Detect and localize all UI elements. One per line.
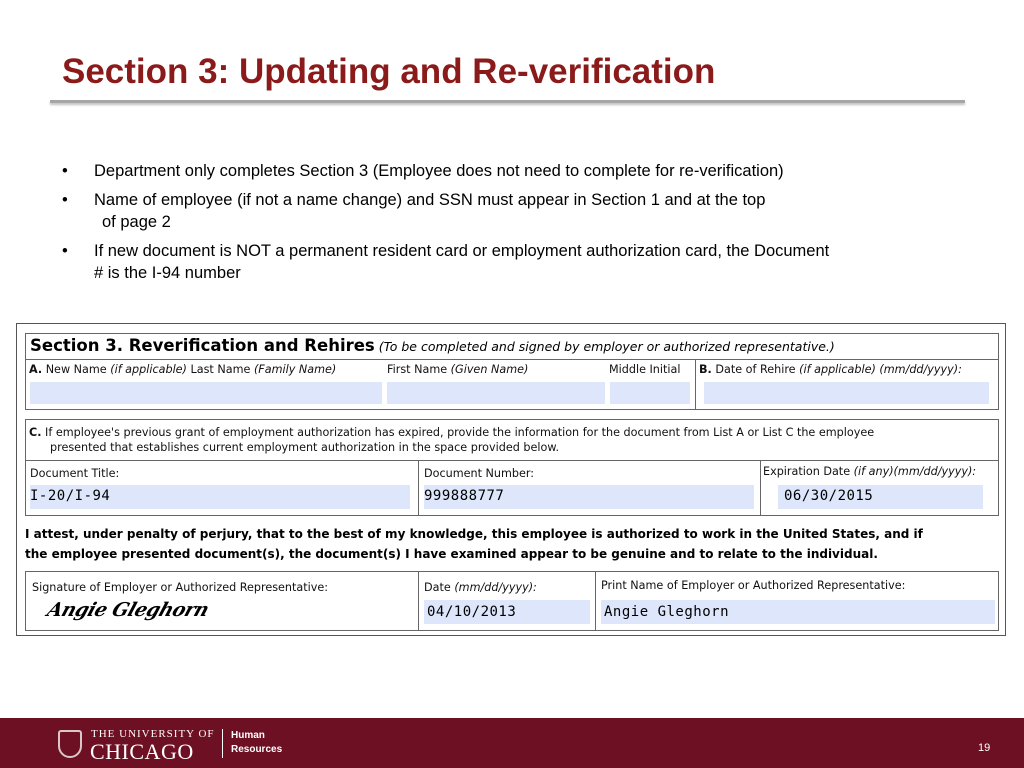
bullet-symbol: • — [62, 242, 68, 260]
print-name-label: Print Name of Employer or Authorized Representative: — [601, 579, 906, 592]
attestation-text — [25, 524, 1000, 564]
document-number-label: Document Number: — [424, 467, 535, 480]
print-name-value: Angie Gleghorn — [604, 604, 730, 620]
divider — [695, 359, 696, 409]
document-box — [25, 419, 999, 516]
given-name-hint: (Given Name) — [450, 363, 529, 376]
bullet-item — [62, 189, 1002, 233]
new-name-text: New Name — [45, 363, 107, 376]
date-label — [424, 581, 537, 594]
university-top-text: THE UNIVERSITY OF — [91, 728, 215, 740]
handwritten-signature: Angie Gleghorn — [44, 599, 212, 621]
divider — [26, 359, 998, 360]
signature-label: Signature of Employer or Authorized Representative: — [32, 581, 329, 594]
bullet-text-continued: # is the I-94 number — [94, 264, 241, 282]
page-number: 19 — [978, 742, 991, 754]
new-last-name-input[interactable] — [30, 382, 382, 404]
attestation-line1: I attest, under penalty of perjury, that to the best of my knowledge, this employee is authorized to work in the United States, and if — [25, 527, 923, 541]
slide-title: Section 3: Updating and Re-verification — [62, 52, 716, 91]
c-text-line2: presented that establishes current employment authorization in the space provided below. — [50, 441, 560, 454]
first-name-text: First Name — [387, 363, 448, 376]
footer-bar — [0, 718, 1024, 768]
first-name-label — [387, 363, 528, 376]
section-title-text: Section 3. Reverification and Rehires — [30, 336, 375, 355]
divider — [595, 572, 596, 630]
signature-box — [25, 571, 999, 631]
footer-divider — [222, 729, 223, 758]
document-title-label: Document Title: — [30, 467, 120, 480]
bullet-text: Department only completes Section 3 (Employee does not need to complete for re-verification) — [94, 162, 784, 180]
expiration-date-value: 06/30/2015 — [784, 488, 874, 504]
date-hint: (mm/dd/yyyy): — [454, 581, 537, 594]
middle-initial-input[interactable] — [610, 382, 690, 404]
expiration-date-text: Expiration Date — [763, 465, 851, 478]
dept-line2: Resources — [231, 744, 283, 755]
section-subtitle: (To be completed and signed by employer or authorized representative.) — [378, 339, 835, 354]
date-value: 04/10/2013 — [427, 604, 517, 620]
bullet-symbol: • — [62, 162, 68, 180]
expiration-date-hint: (if any)(mm/dd/yyyy): — [853, 465, 977, 478]
date-text: Date — [424, 581, 451, 594]
i9-section3-form — [16, 323, 1006, 636]
section-title — [30, 336, 835, 355]
attestation-line2: the employee presented document(s), the document(s) I have examined appear to be genuine and to relate to the individual. — [25, 547, 878, 561]
university-seal-icon — [58, 730, 82, 758]
title-underline — [50, 100, 965, 103]
bullet-item — [62, 160, 1002, 182]
bullet-text: Name of employee (if not a name change) and SSN must appear in Section 1 and at the top — [94, 191, 766, 209]
new-name-label — [29, 363, 336, 376]
date-of-rehire-hint: (if applicable) (mm/dd/yyyy): — [799, 363, 962, 376]
bullet-list — [62, 160, 1002, 291]
if-applicable-hint: (if applicable) — [110, 363, 187, 376]
family-name-hint: (Family Name) — [253, 363, 337, 376]
bullet-item — [62, 240, 1002, 284]
date-of-rehire-input[interactable] — [704, 382, 989, 404]
middle-initial-label: Middle Initial — [609, 363, 681, 376]
bullet-symbol: • — [62, 191, 68, 209]
divider — [760, 460, 761, 515]
a-letter: A. — [29, 363, 43, 376]
c-instructions — [29, 425, 874, 455]
divider — [418, 572, 419, 630]
b-letter: B. — [699, 363, 712, 376]
expiration-date-label — [763, 465, 976, 478]
dept-line1: Human — [231, 730, 265, 741]
divider — [418, 460, 419, 515]
c-text-line1: If employee's previous grant of employment authorization has expired, provide the information for the document from List A or List C the employee — [45, 426, 875, 439]
document-number-value: 999888777 — [424, 488, 505, 504]
c-letter: C. — [29, 426, 42, 439]
bullet-text: If new document is NOT a permanent resident card or employment authorization card, the Document — [94, 242, 830, 260]
university-name: CHICAGO — [90, 739, 194, 764]
bullet-text-continued: of page 2 — [102, 213, 171, 231]
first-name-input[interactable] — [387, 382, 605, 404]
reverification-box — [25, 333, 999, 410]
document-title-value: I-20/I-94 — [30, 488, 111, 504]
date-of-rehire-text: Date of Rehire — [715, 363, 796, 376]
last-name-text: Last Name — [190, 363, 251, 376]
date-of-rehire-label — [699, 363, 962, 376]
divider — [26, 460, 998, 461]
